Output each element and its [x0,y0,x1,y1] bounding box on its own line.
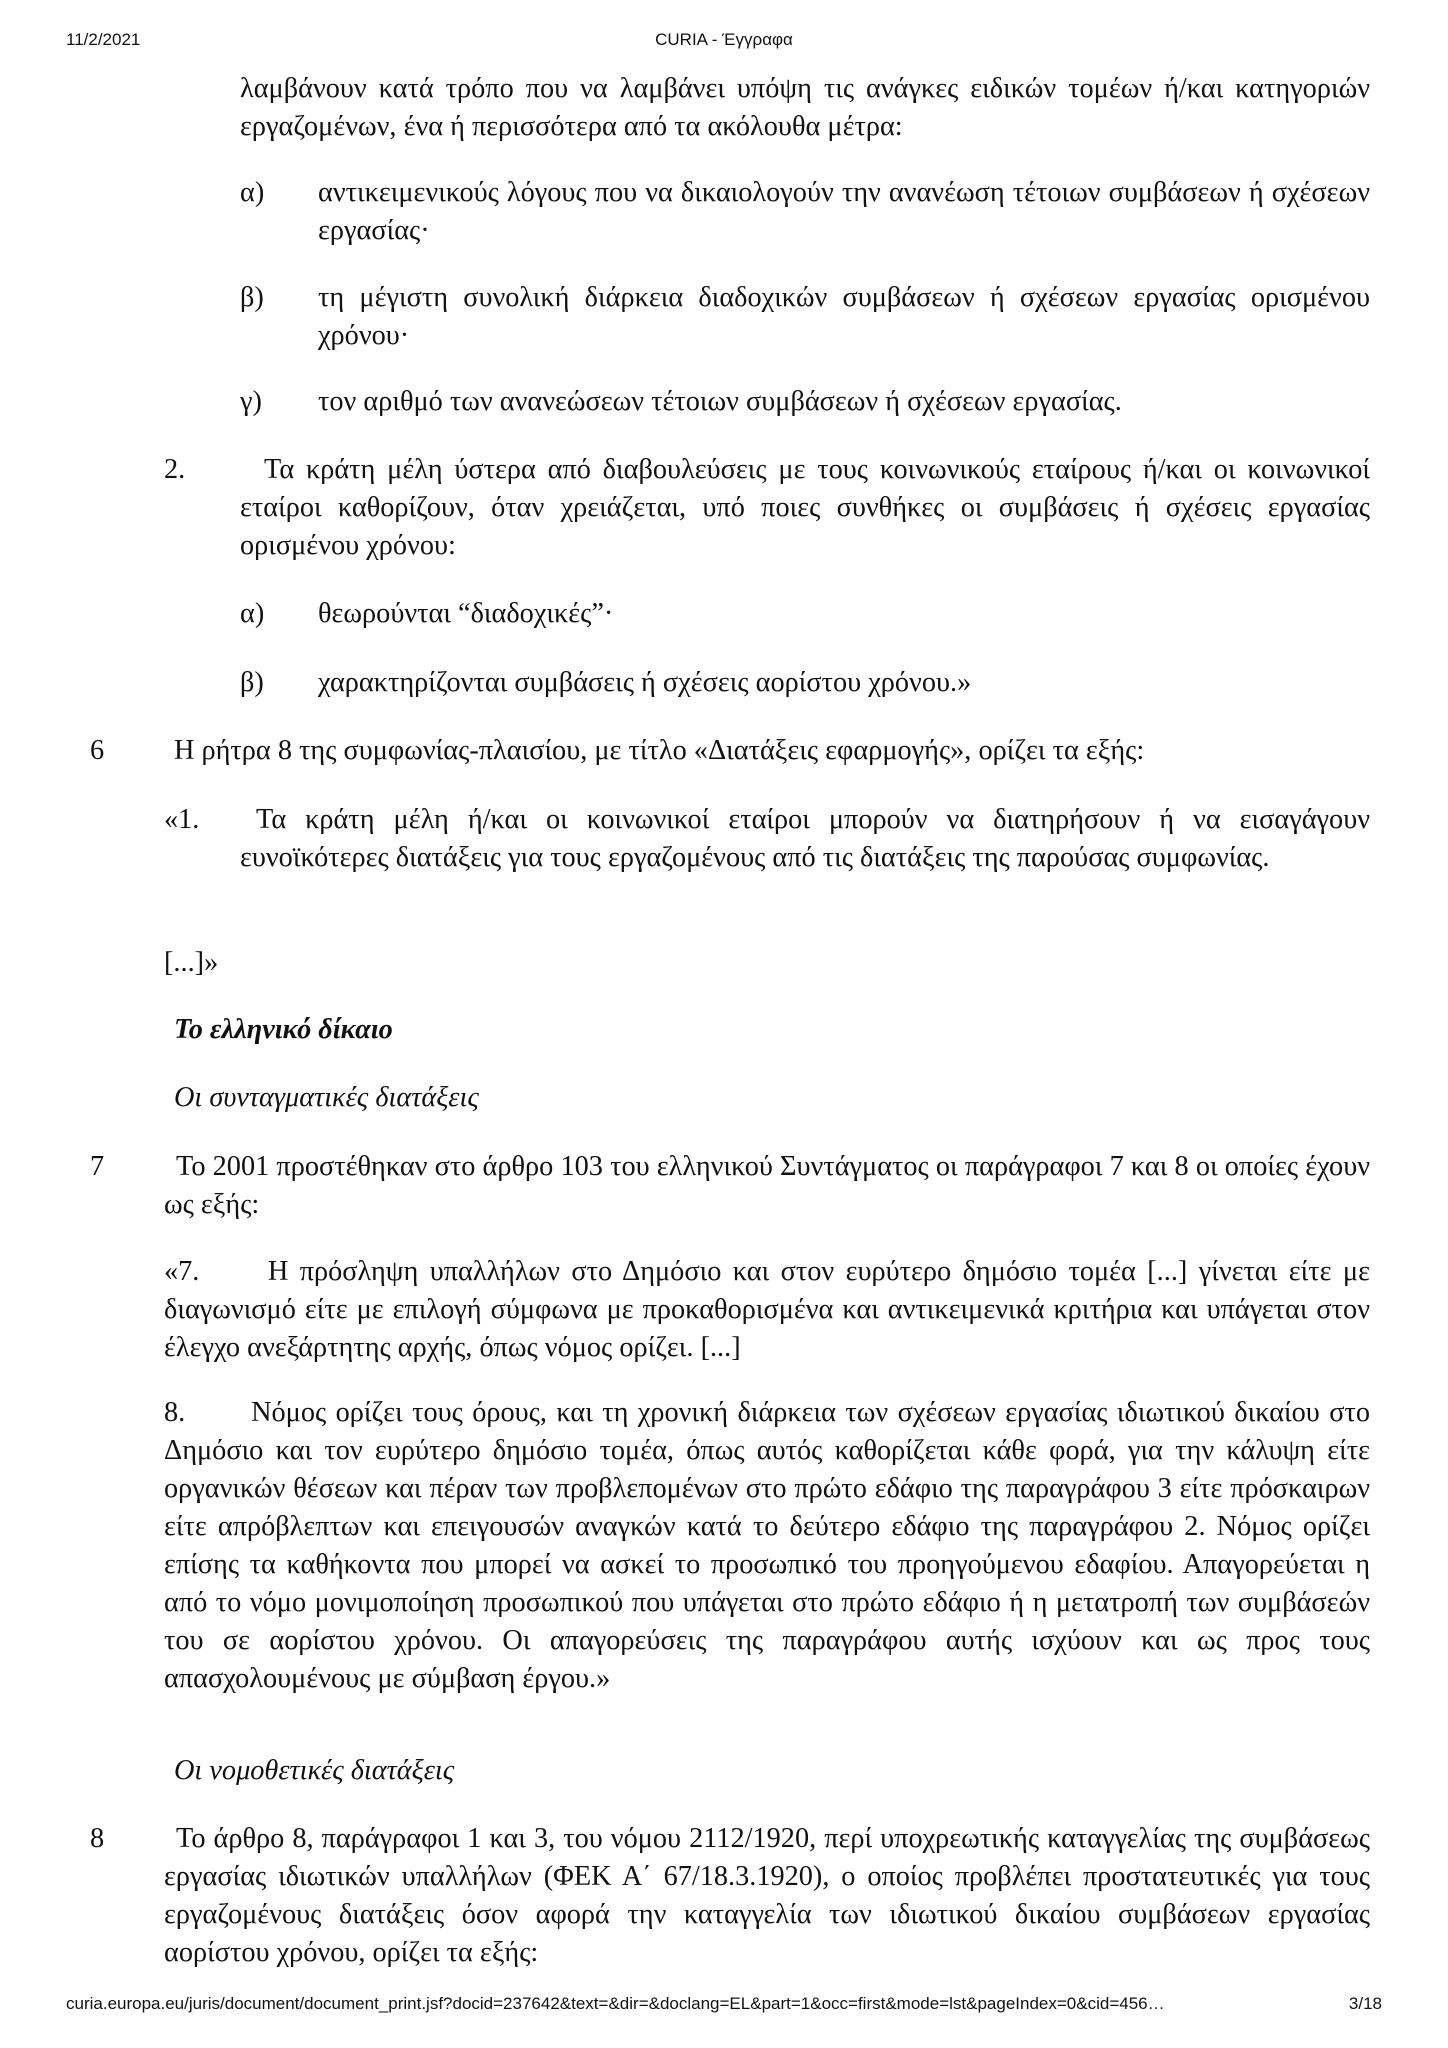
constitutional-provisions-subheading: Οι συνταγματικές διατάξεις [174,1082,479,1113]
paragraph-8-text: Το άρθρο 8, παράγραφοι 1 και 3, του νόμου 2112/1920, περί υποχρεωτικής καταγγελίας της συμβάσεως εργασίας ιδιωτικών υπαλλήλων (ΦΕΚ Α΄ 67/18.3.1920), ο οποίος προβλέπει προστατευτικές για τους εργαζομένους διατάξεις όσον αφορά την καταγγελία των ιδιωτικού δικαίου συμβάσεων εργασίας αορίστου χρόνου, ορίζει τα εξής: [164,1823,1370,1968]
list1-item-c-text: τον αριθμό των ανανεώσεων τέτοιων συμβάσεων ή σχέσεων εργασίας. [318,386,1122,417]
list1-item-a-label: α) [240,177,265,208]
paragraph-8-number: 8 [90,1823,105,1854]
list1-item-b-text: τη μέγιστη συνολική διάρκεια διαδοχικών συμβάσεων ή σχέσεων εργασίας ορισμένου χρόνου· [318,282,1370,351]
print-page-number: 3/18 [1348,1994,1382,2013]
constitution-article-103-7: «7. Η πρόσληψη υπαλλήλων στο Δημόσιο και στον ευρύτερο δημόσιο τομέα [...] γίνεται είτε με διαγωνισμό είτε με επιλογή σύμφωνα με προκαθορισμένα και αντικειμενικά κριτήρια και υπάγεται στον έλεγχο ανεξάρτητης αρχής, όπως νόμος ορίζει. [...] [164,1256,1378,1363]
list2-item-a-label: α) [240,598,265,629]
item-2-label: 2. [164,454,186,485]
paragraph-7-text: Το 2001 προστέθηκαν στο άρθρο 103 του ελληνικού Συντάγματος οι παράγραφοι 7 και 8 οι οποίες έχουν ως εξής: [164,1151,1370,1220]
quote-1-label: «1. [164,804,200,835]
list1-item-c-label: γ) [240,386,262,417]
item-2-text: Τα κράτη μέλη ύστερα από διαβουλεύσεις με τους κοινωνικούς εταίρους ή/και οι κοινωνικοί εταίροι καθορίζουν, όταν χρειάζεται, υπό ποιες συνθήκες οι συμβάσεις ή σχέσεις εργασίας ορισμένου χρόνου: [240,454,1370,561]
list2-item-b-label: β) [240,667,264,698]
quote-1-text: Τα κράτη μέλη ή/και οι κοινωνικοί εταίροι μπορούν να διατηρήσουν ή να εισαγάγουν ευνοϊκότερες διατάξεις για τους εργαζομένους από τις διατάξεις της παρούσας συμφωνίας. [240,804,1370,873]
print-date: 11/2/2021 [66,30,141,49]
print-page-title: CURIA - Έγγραφα [655,30,793,49]
intro-paragraph: λαμβάνουν κατά τρόπο που να λαμβάνει υπόψη τις ανάγκες ειδικών τομέων ή/και κατηγοριών εργαζομένων, ένα ή περισσότερα από τα ακόλουθα μέτρα: [240,73,1370,142]
paragraph-7-number: 7 [90,1151,105,1182]
list1-item-b-label: β) [240,282,264,313]
ellipsis-close-quote: [...]» [164,947,219,978]
list1-item-a-text: αντικειμενικούς λόγους που να δικαιολογούν την ανανέωση τέτοιων συμβάσεων ή σχέσεων εργασίας· [318,177,1370,246]
paragraph-6-number: 6 [90,735,105,766]
paragraph-6-text: Η ρήτρα 8 της συμφωνίας-πλαισίου, με τίτλο «Διατάξεις εφαρμογής», ορίζει τα εξής: [174,735,1145,766]
print-url: curia.europa.eu/juris/document/document_print.jsf?docid=237642&text=&dir=&doclang=EL&part=1&occ=first&mode=lst&pageIndex=0&cid=456… [66,1994,1165,2013]
legislative-provisions-subheading: Οι νομοθετικές διατάξεις [174,1755,455,1786]
list2-item-b-text: χαρακτηρίζονται συμβάσεις ή σχέσεις αορίστου χρόνου.» [318,667,972,698]
list2-item-a-text: θεωρούνται “διαδοχικές”· [318,598,614,629]
greek-law-heading: Το ελληνικό δίκαιο [174,1014,393,1045]
constitution-article-103-8: 8. Νόμος ορίζει τους όρους, και τη χρονική διάρκεια των σχέσεων εργασίας ιδιωτικού δικαίου στο Δημόσιο και τον ευρύτερο δημόσιο τομέα, όπως αυτός καθορίζεται κάθε φορά, για την κάλυψη είτε οργανικών θέσεων και πέραν των προβλεπομένων στο πρώτο εδάφιο της παραγράφου 3 είτε πρόσκαιρων είτε απρόβλεπτων και επειγουσών αναγκών κατά το δεύτερο εδάφιο της παραγράφου 2. Νόμος ορίζει επίσης τα καθήκοντα που μπορεί να ασκεί το προσωπικό του προηγούμενου εδαφίου. Απαγορεύεται η από το νόμο μονιμοποίηση προσωπικού που υπάγεται στο πρώτο εδάφιο ή η μετατροπή των συμβάσεών του σε αορίστου χρόνου. Οι απαγορεύσεις της παραγράφου αυτής ισχύουν και ως προς τους απασχολουμένους με σύμβαση έργου.» [164,1397,1378,1694]
